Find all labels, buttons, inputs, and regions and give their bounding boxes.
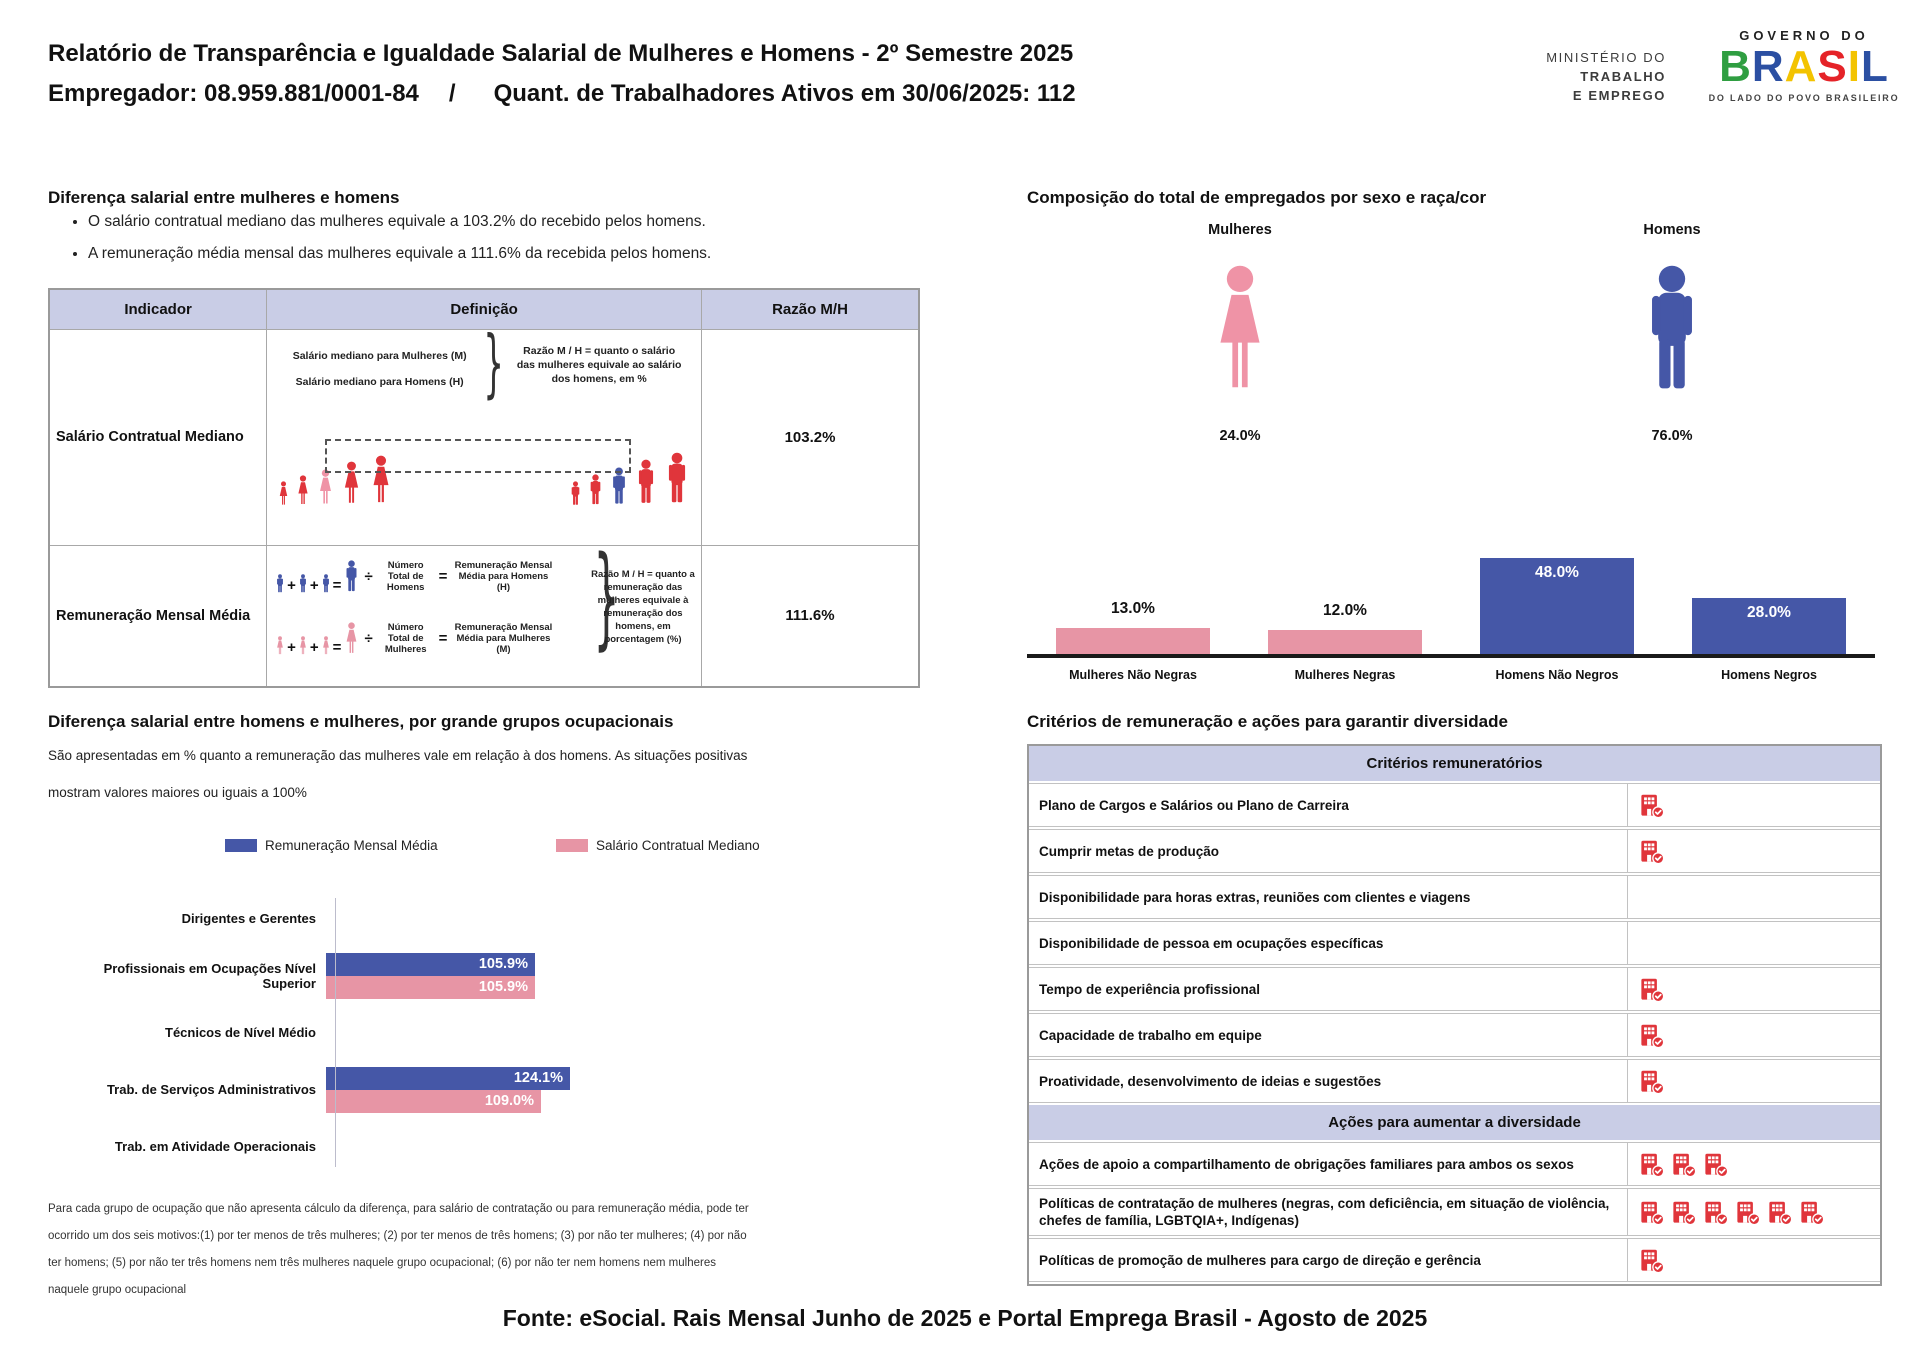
employer-id: Empregador: 08.959.881/0001-84: [48, 80, 419, 107]
bar-value-label: 28.0%: [1747, 604, 1791, 621]
equals-sign: =: [438, 630, 448, 647]
women-result-label: Remuneração Mensal Média para Mulheres (M): [454, 622, 553, 655]
ministry-line: E EMPREGO: [1572, 88, 1666, 103]
brace-glyph: }: [483, 319, 505, 406]
bar-4: [1692, 598, 1846, 654]
divide-sign: ÷: [364, 568, 373, 585]
woman-icon: [321, 636, 331, 656]
building-check-icon: [1670, 1199, 1697, 1226]
definition-median-diagram: [267, 319, 702, 545]
equals-sign: =: [332, 638, 342, 656]
criteria-marks: [1627, 1189, 1880, 1235]
criteria-marks: [1627, 1143, 1880, 1185]
building-check-icon: [1766, 1199, 1793, 1226]
ratio-mean-value: 111.6%: [702, 545, 920, 687]
building-check-icon: [1638, 1199, 1665, 1226]
occupation-row: [48, 1004, 848, 1061]
bar-value-label: 13.0%: [1111, 600, 1155, 617]
median-ratio-explanation: Razão M / H = quanto o salário das mulheres equivale ao salário dos homens, em %: [516, 344, 682, 385]
brasil-letter: R: [1751, 42, 1785, 91]
criteria-label: Capacidade de trabalho em equipe: [1039, 1027, 1262, 1043]
composition-category-labels: [1027, 668, 1875, 682]
occupational-description-line2: mostram valores maiores ou iguais a 100%: [48, 785, 307, 800]
section-title-occupational: Diferença salarial entre homens e mulheres, por grande grupos ocupacionais: [48, 712, 674, 731]
criteria-label: Disponibilidade para horas extras, reuniões com clientes e viagens: [1039, 889, 1471, 905]
plus-sign: +: [309, 576, 319, 594]
criteria-label: Ações de apoio a compartilhamento de obrigações familiares para ambos os sexos: [1039, 1156, 1574, 1172]
criteria-table: [1027, 744, 1882, 1286]
criteria-row: [1029, 1013, 1880, 1057]
women-divisor-label: Número Total de Mulheres: [384, 622, 427, 655]
bar-value-label: 12.0%: [1323, 602, 1367, 619]
criteria-label: Tempo de experiência profissional: [1039, 981, 1261, 997]
bar-value-label: 124.1%: [513, 1069, 563, 1086]
occupation-label: Trab. de Serviços Administrativos: [106, 1082, 316, 1097]
bar-3: [1480, 558, 1634, 654]
criteria-header-remuneratorios: Critérios remuneratórios: [1029, 746, 1880, 783]
table-row: [49, 329, 919, 545]
criteria-row: [1029, 829, 1880, 873]
man-icon: [321, 574, 331, 594]
plus-sign: +: [309, 638, 319, 656]
page-title: Relatório de Transparência e Igualdade Salarial de Mulheres e Homens - 2º Semestre 2025: [48, 40, 1074, 67]
criteria-header-acoes: Ações para aumentar a diversidade: [1029, 1105, 1880, 1142]
formula-icons-men: [275, 560, 360, 594]
occupation-row: [48, 1118, 848, 1175]
woman-icon: [275, 636, 285, 656]
occupation-bars: [326, 953, 848, 999]
ministry-line: MINISTÉRIO DO: [1546, 50, 1666, 65]
building-check-icon: [1734, 1199, 1761, 1226]
salary-gap-bullets: [70, 213, 870, 277]
median-women-label: Salário mediano para Mulheres (M): [292, 349, 467, 362]
bullet-mean-remuneration: • A remuneração média mensal das mulheres equivale a 111.6% da recebida pelos homens.: [88, 245, 870, 263]
gov-logo-top-text: GOVERNO DO: [1739, 28, 1869, 43]
woman-icon: [298, 636, 308, 656]
formula-men: [275, 560, 555, 594]
female-percentage: 24.0%: [1219, 428, 1261, 444]
indicator-median-salary: Salário Contratual Mediano: [49, 329, 267, 545]
men-result-label: Remuneração Mensal Média para Homens (H): [454, 560, 553, 593]
occupation-label: Profissionais em Ocupações Nível Superior: [103, 960, 316, 991]
bar-median: [326, 1090, 541, 1113]
brasil-letter: A: [1784, 42, 1818, 91]
occupational-description-line1: São apresentadas em % quanto a remuneração das mulheres vale em relação à dos homens. As situações positivas: [48, 748, 748, 763]
occupation-row: [48, 890, 848, 947]
indicator-table: [48, 288, 920, 688]
building-check-icon: [1702, 1151, 1729, 1178]
category-label: Mulheres Negras: [1294, 668, 1396, 682]
brasil-letter: B: [1719, 42, 1752, 91]
criteria-marks: [1627, 1239, 1880, 1281]
criteria-label: Disponibilidade de pessoa em ocupações específicas: [1039, 935, 1384, 951]
median-highlight-rectangle: [325, 439, 631, 473]
building-check-icon: [1638, 1022, 1665, 1049]
chart-bar-slot: [1027, 546, 1239, 654]
female-group-label: Mulheres: [1208, 222, 1272, 238]
criteria-label: Plano de Cargos e Salários ou Plano de Carreira: [1039, 797, 1349, 813]
brasil-letter: I: [1847, 42, 1862, 91]
bar-mean: [326, 953, 535, 976]
building-check-icon: [1638, 1151, 1665, 1178]
section-title-criteria: Critérios de remuneração e ações para garantir diversidade: [1027, 712, 1508, 731]
criteria-marks: [1627, 876, 1880, 918]
male-percentage: 76.0%: [1651, 428, 1693, 444]
bar-1: [1056, 628, 1210, 654]
formula-women: [275, 622, 555, 656]
equals-sign: =: [438, 568, 448, 585]
woman-icon: [343, 622, 360, 656]
mean-ratio-explanation: Razão M / H = quanto a remuneração das mulheres equivale à remuneração dos homens, em porcentagem (%): [591, 568, 695, 645]
chart-baseline: [1027, 654, 1875, 658]
criteria-rows-section1: [1029, 783, 1880, 1103]
chart-bar-slot: [1451, 546, 1663, 654]
source-footer: Fonte: eSocial. Rais Mensal Junho de 2025 e Portal Emprega Brasil - Agosto de 2025: [502, 1305, 1428, 1331]
building-check-icon: [1638, 792, 1665, 819]
median-men-label: Salário mediano para Homens (H): [295, 375, 464, 388]
man-icon: [609, 467, 629, 507]
separator: /: [448, 80, 456, 107]
criteria-row: [1029, 783, 1880, 827]
bullet-median-salary: • O salário contratual mediano das mulheres equivale a 103.2% do recebido pelos homens.: [88, 213, 870, 231]
brasil-letter: L: [1861, 42, 1889, 91]
male-group-label: Homens: [1643, 222, 1701, 238]
criteria-marks: [1627, 922, 1880, 964]
occupation-row: [48, 1061, 848, 1118]
gov-logo-bottom-text: DO LADO DO POVO BRASILEIRO: [1708, 93, 1900, 103]
man-icon: [569, 481, 582, 507]
criteria-label: Políticas de contratação de mulheres (negras, com deficiência, em situação de violência, chefes de família, LGBTQIA+, Indígenas): [1039, 1196, 1610, 1228]
legend-swatch-blue: [225, 839, 257, 852]
woman-icon: [1206, 248, 1274, 416]
ratio-median-value: 103.2%: [702, 329, 920, 545]
category-label: Homens Negros: [1721, 668, 1817, 682]
criteria-rows-section2: [1029, 1142, 1880, 1282]
bar-value-label: 109.0%: [484, 1092, 534, 1109]
legend-item-median: [556, 838, 760, 853]
legend-item-mean: [225, 838, 438, 853]
man-icon: [343, 560, 360, 594]
section-title-composition: Composição do total de empregados por sexo e raça/cor: [1027, 188, 1487, 207]
bar-mean: [326, 1067, 570, 1090]
criteria-marks: [1627, 1060, 1880, 1102]
criteria-label: Proatividade, desenvolvimento de ideias e sugestões: [1039, 1073, 1382, 1089]
active-workers: Quant. de Trabalhadores Ativos em 30/06/2025: 112: [493, 80, 1076, 107]
plus-sign: +: [287, 638, 296, 656]
criteria-row: [1029, 967, 1880, 1011]
man-icon: [275, 574, 285, 594]
men-divisor-label: Número Total de Homens: [386, 560, 425, 593]
header-razao: Razão M/H: [702, 289, 920, 329]
man-icon: [298, 574, 308, 594]
criteria-row: [1029, 1238, 1880, 1282]
occupational-bar-chart: [48, 890, 848, 1175]
building-check-icon: [1638, 838, 1665, 865]
building-check-icon: [1638, 1068, 1665, 1095]
man-icon: [587, 474, 604, 507]
building-check-icon: [1638, 1247, 1665, 1274]
table-row: [49, 545, 919, 687]
bar-2: [1268, 630, 1422, 654]
bar-value-label: 105.9%: [478, 955, 528, 972]
divide-sign: ÷: [364, 630, 373, 647]
ministry-line: TRABALHO: [1580, 69, 1666, 84]
plus-sign: +: [287, 576, 296, 594]
composition-bars: [1027, 546, 1875, 654]
formula-icons-women: [275, 622, 360, 656]
median-labels: [277, 350, 482, 402]
occupation-row: [48, 947, 848, 1004]
criteria-marks: [1627, 830, 1880, 872]
criteria-marks: [1627, 784, 1880, 826]
woman-icon: [295, 475, 311, 507]
woman-icon: [316, 469, 335, 507]
building-check-icon: [1670, 1151, 1697, 1178]
brasil-logo-text: [1688, 43, 1920, 91]
criteria-row: [1029, 921, 1880, 965]
criteria-row: [1029, 1188, 1880, 1236]
occupation-bars: [326, 1067, 848, 1113]
indicator-mean-remuneration: Remuneração Mensal Média: [49, 545, 267, 687]
criteria-row: [1029, 875, 1880, 919]
criteria-row: [1029, 1142, 1880, 1186]
criteria-marks: [1627, 1014, 1880, 1056]
header-indicador: Indicador: [49, 289, 267, 329]
criteria-row: [1029, 1059, 1880, 1103]
governo-do-brasil-logo: [1688, 28, 1920, 103]
employer-line: [48, 80, 1076, 108]
woman-icon: [277, 481, 290, 507]
man-icon: [634, 459, 658, 507]
people-illustration: [277, 443, 691, 507]
occupation-label: Técnicos de Nível Médio: [165, 1025, 316, 1040]
man-icon: [1638, 248, 1706, 416]
legend-label-median: Salário Contratual Mediano: [596, 838, 760, 853]
header-definicao: Definição: [267, 289, 702, 329]
chart-bar-slot: [1239, 546, 1451, 654]
building-check-icon: [1638, 976, 1665, 1003]
criteria-label: Cumprir metas de produção: [1039, 843, 1220, 859]
bar-value-label: 105.9%: [478, 978, 528, 995]
building-check-icon: [1702, 1199, 1729, 1226]
occupational-footnote: Para cada grupo de ocupação que não apresenta cálculo da diferença, para salário de contratação ou para remuneração média, pode ter ocorrido um dos seis motivos:(1) por ter menos de três mulheres; (2) por ter menos de três homens; (3) por não ter mulheres; (4) por não ter homens; (5) por não ter três homens nem três mulheres naquele grupo ocupacional; (6) por não ter nem homens nem mulheres naquele grupo ocupacional: [48, 1203, 749, 1296]
equals-sign: =: [332, 576, 342, 594]
composition-bar-chart: [1027, 546, 1875, 658]
legend-label-mean: Remuneração Mensal Média: [265, 838, 438, 853]
section-title-salary-gap: Diferença salarial entre mulheres e homens: [48, 188, 400, 207]
bar-value-label: 48.0%: [1535, 564, 1579, 581]
brace-glyph: }: [593, 532, 620, 661]
man-icon: [663, 452, 691, 507]
criteria-marks: [1627, 968, 1880, 1010]
bar-median: [326, 976, 535, 999]
building-check-icon: [1798, 1199, 1825, 1226]
occupation-label: Trab. em Atividade Operacionais: [114, 1139, 316, 1154]
criteria-label: Políticas de promoção de mulheres para cargo de direção e gerência: [1039, 1252, 1481, 1268]
definition-mean-diagram: [267, 532, 702, 687]
category-label: Homens Não Negros: [1495, 668, 1619, 682]
ministry-logo: [1478, 48, 1666, 105]
category-label: Mulheres Não Negras: [1069, 668, 1197, 682]
brasil-letter: S: [1817, 42, 1848, 91]
occupation-label: Dirigentes e Gerentes: [181, 911, 316, 926]
chart-bar-slot: [1663, 546, 1875, 654]
legend-swatch-pink: [556, 839, 588, 852]
